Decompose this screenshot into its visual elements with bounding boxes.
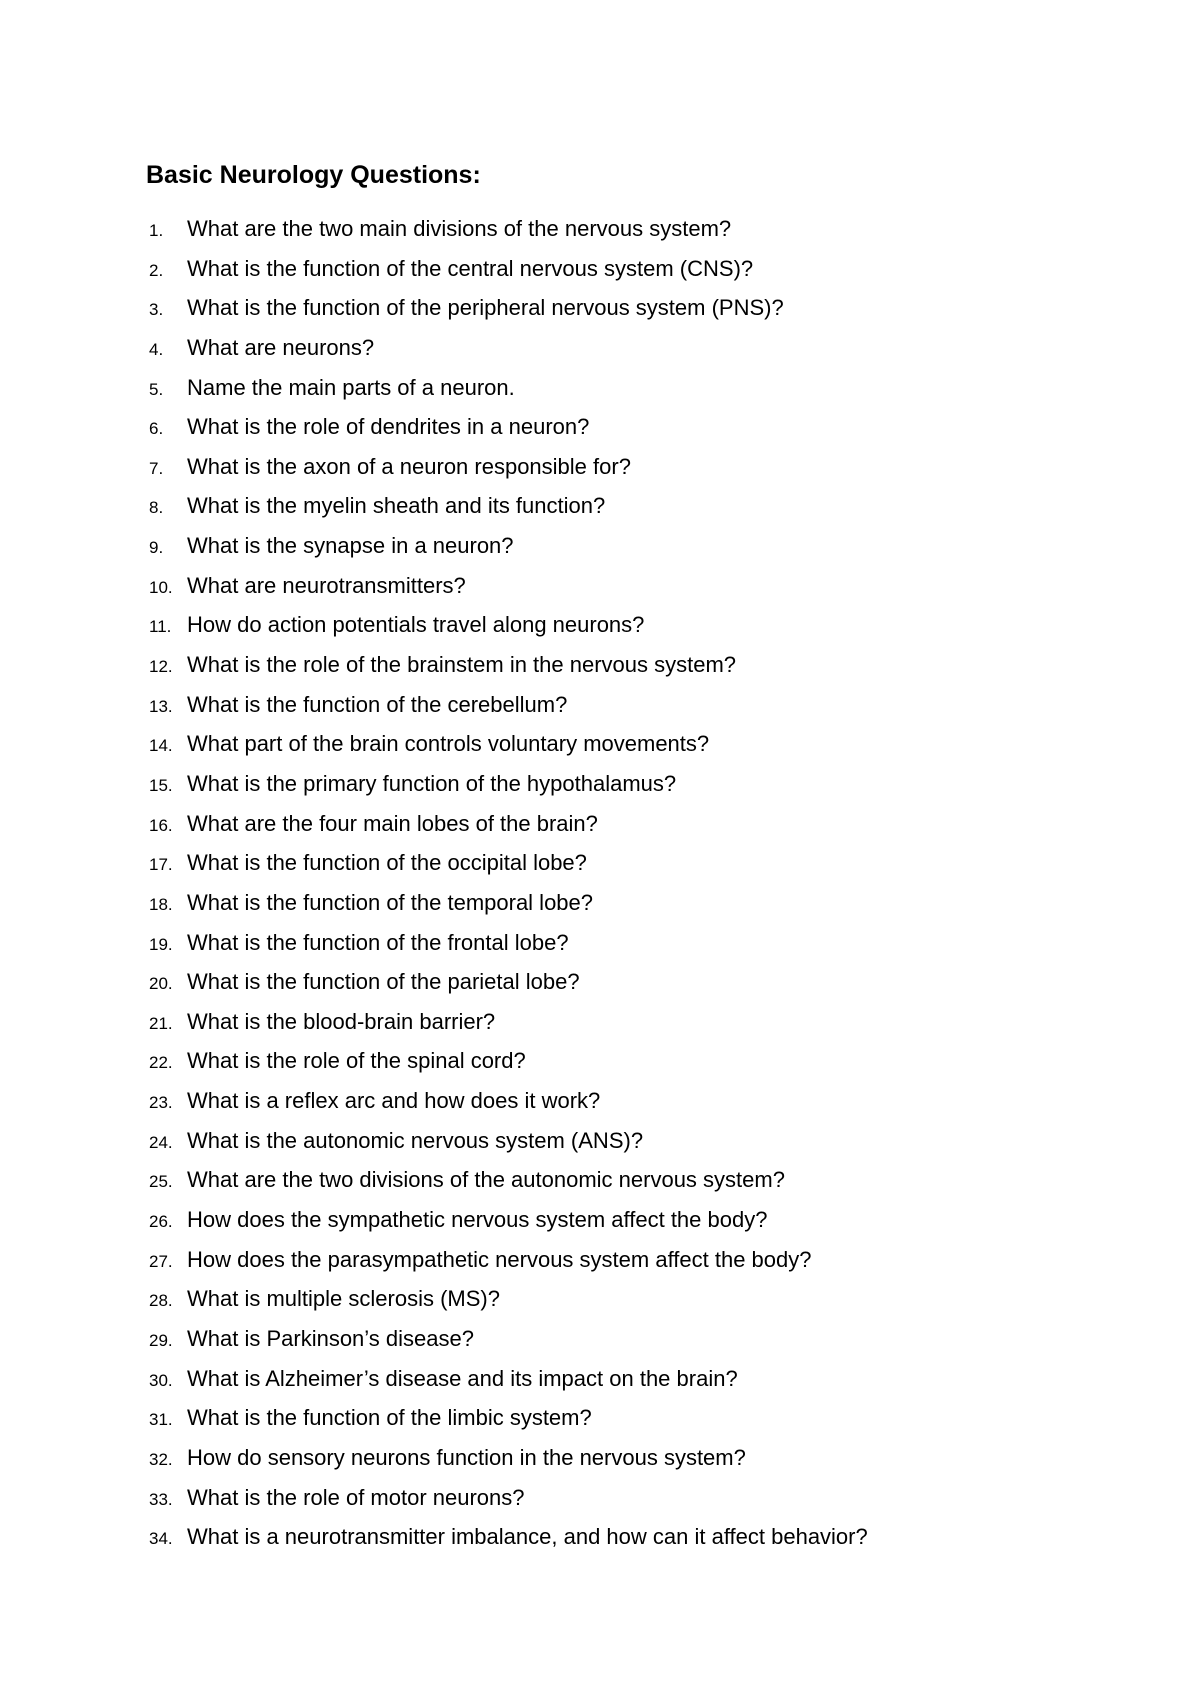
question-number: 17. [149, 855, 173, 875]
question-number: 15. [149, 775, 173, 795]
question-text: What is the axon of a neuron responsible for? [187, 453, 631, 479]
question-number: 24. [149, 1132, 173, 1152]
question-text: What is the blood-brain barrier? [187, 1008, 496, 1034]
question-number: 1. [149, 221, 164, 240]
question-text: What is the role of the brainstem in the nervous system? [187, 652, 737, 678]
question-number: 27. [149, 1251, 173, 1271]
question-number: 26. [149, 1212, 173, 1232]
question-text: What is the myelin sheath and its function? [187, 493, 606, 519]
question-number: 16. [149, 815, 173, 835]
question-text: What are the two main divisions of the nervous system? [187, 216, 732, 241]
question-number: 21. [149, 1013, 173, 1033]
question-text: What are neurotransmitters? [187, 572, 466, 598]
question-text: What are the four main lobes of the brain? [187, 810, 598, 836]
question-text: What are the two divisions of the autonomic nervous system? [187, 1167, 785, 1193]
question-number: 14. [149, 736, 173, 756]
question-text: What is the role of the spinal cord? [187, 1048, 526, 1074]
question-number: 5. [149, 379, 164, 399]
question-number: 33. [149, 1489, 173, 1509]
question-number: 22. [149, 1053, 173, 1073]
question-number: 4. [149, 339, 164, 359]
question-number: 8. [149, 498, 164, 518]
question-text: What are neurons? [187, 334, 375, 360]
question-number: 29. [149, 1330, 173, 1350]
question-number: 2. [149, 260, 164, 280]
question-number: 34. [149, 1529, 173, 1549]
question-number: 19. [149, 934, 173, 954]
question-text: What is the primary function of the hypothalamus? [187, 770, 677, 796]
question-number: 12. [149, 657, 173, 677]
question-text: Name the main parts of a neuron. [187, 374, 515, 400]
question-number: 10. [149, 577, 173, 597]
question-text: What is the function of the temporal lobe? [187, 889, 594, 915]
question-number: 20. [149, 974, 173, 994]
question-number: 25. [149, 1172, 173, 1192]
question-text: What is the autonomic nervous system (ANS)? [187, 1127, 644, 1153]
question-number: 11. [149, 617, 172, 637]
question-number: 31. [149, 1410, 173, 1430]
question-text: How do action potentials travel along neurons? [187, 612, 645, 638]
question-text: What is the function of the frontal lobe? [187, 929, 569, 955]
question-text: What is the function of the cerebellum? [187, 691, 568, 717]
question-text: What is Alzheimer’s disease and its impact on the brain? [187, 1365, 738, 1391]
page-title: Basic Neurology Questions: [146, 161, 481, 189]
question-number: 9. [149, 538, 164, 558]
question-text: What is the synapse in a neuron? [187, 533, 514, 559]
question-number: 32. [149, 1449, 173, 1469]
question-number: 7. [149, 458, 164, 478]
question-number: 3. [149, 300, 164, 320]
question-text: How does the parasympathetic nervous system affect the body? [187, 1246, 812, 1272]
question-text: What is multiple sclerosis (MS)? [187, 1286, 500, 1312]
question-text: What is the function of the parietal lobe? [187, 969, 580, 995]
question-text: How does the sympathetic nervous system affect the body? [187, 1207, 768, 1233]
question-text: What is the function of the central nervous system (CNS)? [187, 255, 754, 281]
question-number: 30. [149, 1370, 173, 1390]
question-number: 6. [149, 419, 164, 439]
question-text: What is the role of dendrites in a neuron? [187, 414, 590, 440]
question-text: What is the role of motor neurons? [187, 1484, 525, 1510]
question-text: How do sensory neurons function in the nervous system? [187, 1444, 746, 1470]
question-number: 28. [149, 1291, 173, 1311]
question-text: What is Parkinson’s disease? [187, 1325, 474, 1351]
question-number: 18. [149, 894, 173, 914]
question-number: 23. [149, 1093, 173, 1113]
question-text: What is a reflex arc and how does it work? [187, 1088, 601, 1114]
question-text: What is the function of the peripheral nervous system (PNS)? [187, 295, 784, 321]
question-text: What is the function of the occipital lobe? [187, 850, 587, 876]
question-text: What is a neurotransmitter imbalance, and how can it affect behavior? [187, 1524, 868, 1550]
question-number: 13. [149, 696, 173, 716]
question-text: What is the function of the limbic system? [187, 1405, 592, 1431]
question-text: What part of the brain controls voluntary movements? [187, 731, 710, 757]
